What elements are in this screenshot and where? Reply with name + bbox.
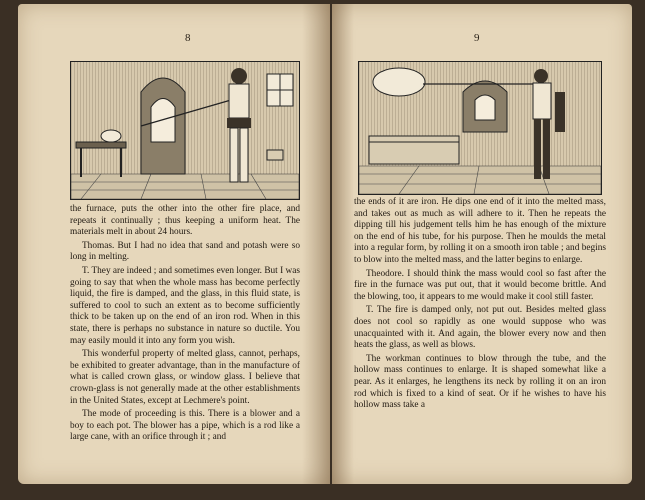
glassblower-blowing-illustration <box>358 61 602 195</box>
glassblower-furnace-illustration <box>70 61 300 200</box>
page-text <box>354 197 606 414</box>
paragraph: The workman continues to blow through the tube, and the hollow mass continues to enlarge. It is shaped somewhat like a pear. As it enlarges, he lengthens its neck by rolling it on an iron rod which is fixed to a kind of seat. Or if he wishes to have his hollow mass take a <box>354 353 606 411</box>
paragraph: T. The fire is damped only, not put out. Besides melted glass does not cool so rapidly as one would suppose who was unacquainted with it. And again, the blower every now and then heats the glass, as well as blows. <box>354 305 606 351</box>
paragraph: This wonderful property of melted glass, cannot, perhaps, be exhibited to greater advantage, than in the manufacture of what is called crown glass, or window glass. I believe that crown-glass is not generally made at the other establishments in the United States, except at Lechmere's point. <box>70 349 300 406</box>
page-text <box>70 204 300 446</box>
paragraph: Theodore. I should think the mass would cool so fast after the fire in the furnace was put out, that it would become brittle. And the blowing, too, it appears to me would make it cool still faster. <box>354 268 606 302</box>
engraving-blower <box>359 62 601 194</box>
paragraph: the furnace, puts the other into the other fire place, and repeats it continually ; thus keeping a uniform heat. The materials melt in about 24 hours. <box>70 204 300 238</box>
paragraph: The mode of proceeding is this. There is a blower and a boy to each pot. The blower has a pipe, which is a rod like a large cane, with an orifice through it ; and <box>70 409 300 443</box>
engraving-furnace <box>71 62 299 199</box>
left-page <box>18 4 330 484</box>
paragraph: T. They are indeed ; and sometimes even longer. But I was going to say that when the whole mass has become perfectly liquid, the fire is damped, and the glass, in this fluid state, is suffered to cool to such an extent as to become sufficiently thick to be taken up on the end of an iron rod. When in this state, there is perhaps no substance in nature so ductile. You may easily mould it into any form you wish. <box>70 265 300 346</box>
page-number: 8 <box>185 32 191 44</box>
right-page <box>332 4 632 484</box>
paragraph: the ends of it are iron. He dips one end of it into the melted mass, and takes out as much as will adhere to it. Then he repeats the dipping till his judgement tells him he has enough of the mixture on the end of his tube, for his purpose. Then he moulds the metal into a regular form, by rolling it on a smooth iron table ; and begins to blow into the melted mass, and the latter begins to enlarge. <box>354 197 606 265</box>
open-book <box>6 4 640 494</box>
paragraph: Thomas. But I had no idea that sand and potash were so long in melting. <box>70 240 300 263</box>
page-number: 9 <box>474 32 480 44</box>
